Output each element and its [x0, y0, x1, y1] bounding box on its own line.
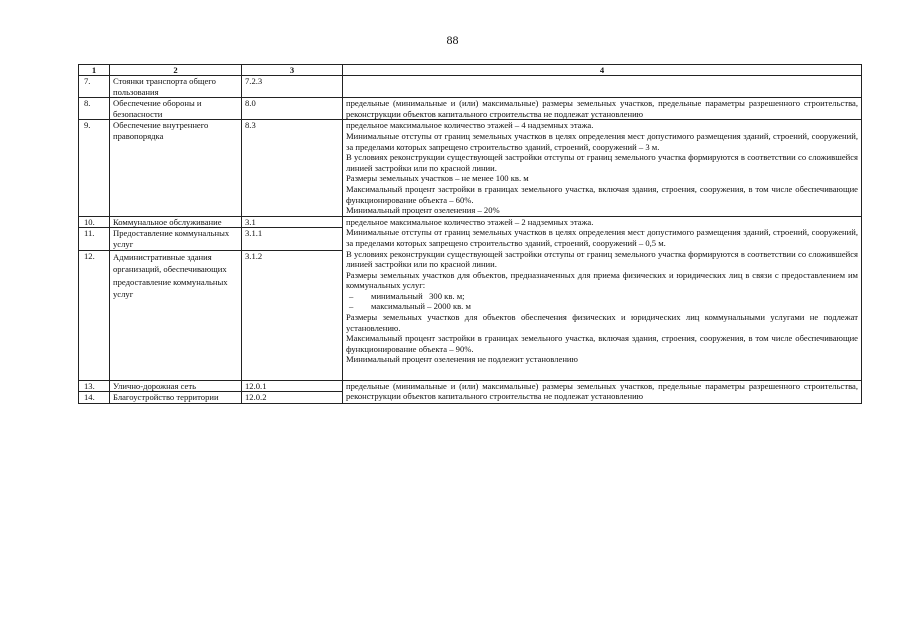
- header-col-2: 2: [110, 65, 242, 76]
- table-row: [79, 380, 862, 392]
- row-number: 12.: [79, 250, 110, 380]
- row-params-merged: предельные (минимальные и (или) максимальные) размеры земельных участков, предельные параметры разрешенного строительства, реконструкции объектов капитального строительства не подлежат установлению: [343, 380, 862, 403]
- row-name: Коммунальное обслуживание: [110, 216, 242, 228]
- bullet-item: [346, 301, 858, 312]
- row-params-empty: [343, 76, 862, 98]
- page-number: 88: [446, 33, 459, 47]
- param-line: Минимальный процент озеленения – 20%: [346, 205, 500, 216]
- param-line: Размеры земельных участков – не менее 100 кв. м: [346, 173, 529, 184]
- param-line: Размеры земельных участков для объектов обеспечения физических и юридических лиц коммунальными услугами не подлежат установлению.: [346, 312, 858, 333]
- header-col-4: 4: [343, 65, 862, 76]
- row-number: 10.: [79, 216, 110, 228]
- param-line: В условиях реконструкции существующей застройки отступы от границ земельного участка формируются в соответствии со сложившейся линией застройки или по красной линии.: [346, 152, 858, 173]
- table-row: [79, 98, 862, 120]
- param-line: Максимальный процент застройки в границах земельного участка, включая здания, строения, сооружения, в том числе обеспечивающие функционирование объекта – 60%.: [346, 183, 858, 205]
- row-name: Обеспечение обороны и безопасности: [110, 98, 242, 120]
- table-row: [79, 216, 862, 228]
- dash-marker: –: [349, 290, 354, 301]
- row-code: 12.0.1: [242, 380, 343, 392]
- row-code: 8.0: [242, 98, 343, 120]
- param-line: Максимальный процент застройки в границах земельного участка, включая здания, строения, сооружения, в том числе обеспечивающие функционирование объекта – 90%.: [346, 333, 858, 354]
- dash-marker: –: [349, 301, 354, 312]
- row-name: Обеспечение внутреннего правопорядка: [110, 120, 242, 216]
- row-code: 8.3: [242, 120, 343, 216]
- param-line: Минимальные отступы от границ земельных участков в целях определения мест допустимого размещения зданий, строений, сооружений, за пределами которых запрещено строительство зданий, строений, сооружений – 3 м.: [346, 130, 858, 152]
- row-params: предельные (минимальные и (или) максимальные) размеры земельных участков, предельные параметры разрешенного строительства, реконструкции объектов капитального строительства не подлежат установлению: [343, 98, 862, 120]
- header-col-3: 3: [242, 65, 343, 76]
- row-params-merged: [343, 216, 862, 380]
- row-number: 14.: [79, 392, 110, 404]
- bullet-item: [346, 291, 858, 302]
- row-code: 3.1.1: [242, 228, 343, 250]
- bullet-text: минимальный 300 кв. м;: [371, 290, 465, 301]
- param-line: Минимальные отступы от границ земельных участков в целях определения мест допустимого размещения зданий, строений, сооружений, за пределами которых запрещено строительство зданий, строений, сооружений – 0,5 м.: [346, 227, 858, 248]
- row-number: 8.: [79, 98, 110, 120]
- row-name: Предоставление коммунальных услуг: [110, 228, 242, 250]
- param-line: В условиях реконструкции существующей застройки отступы от границ земельного участка формируются в соответствии со сложившейся линией застройки или по красной линии.: [346, 248, 858, 270]
- row-number: 7.: [79, 76, 110, 98]
- row-name: Стоянки транспорта общего пользования: [110, 76, 242, 98]
- param-line: предельное максимальное количество этажей – 4 надземных этажа.: [346, 120, 594, 131]
- header-row: [79, 65, 862, 76]
- row-code: 12.0.2: [242, 392, 343, 404]
- table-row: [79, 76, 862, 98]
- param-line: предельное максимальное количество этажей – 2 надземных этажа.: [346, 216, 594, 227]
- param-line: Размеры земельных участков для объектов, предназначенных для приема физических и юридических лиц в связи с предоставлением им коммунальных услуг:: [346, 269, 858, 291]
- header-col-1: 1: [79, 65, 110, 76]
- row-code: 3.1: [242, 216, 343, 228]
- row-number: 9.: [79, 120, 110, 216]
- row-code: 3.1.2: [242, 250, 343, 380]
- land-use-table: [78, 64, 862, 404]
- row-params: [343, 120, 862, 216]
- row-number: 13.: [79, 380, 110, 392]
- row-name: Административные здания организаций, обеспечивающих предоставление коммунальных услуг: [110, 250, 242, 380]
- param-line: Минимальный процент озеленения не подлежит установлению: [346, 354, 578, 365]
- row-number: 11.: [79, 228, 110, 250]
- bullet-text: максимальный – 2000 кв. м: [371, 301, 471, 312]
- row-name: Улично-дорожная сеть: [110, 380, 242, 392]
- row-name: Благоустройство территории: [110, 392, 242, 404]
- table-row: [79, 120, 862, 216]
- row-code: 7.2.3: [242, 76, 343, 98]
